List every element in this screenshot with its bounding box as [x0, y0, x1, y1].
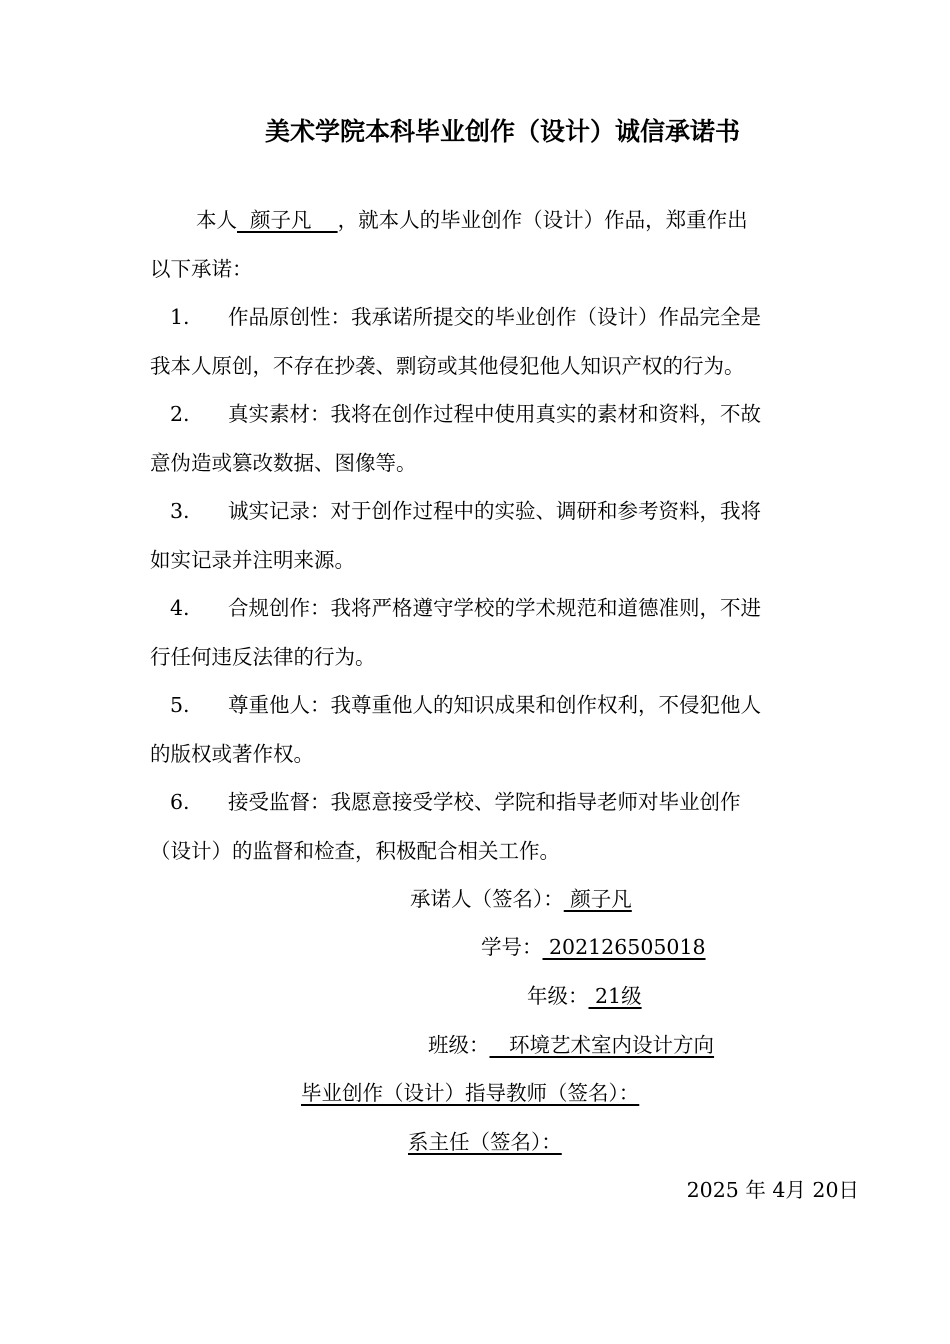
class-value: 环境艺术室内设计方向 [489, 1033, 715, 1057]
item-number: 4. [170, 596, 190, 620]
commitment-item-5 [170, 690, 761, 720]
commitment-item-3-cont: 如实记录并注明来源。 [150, 548, 355, 572]
commitment-item-3 [170, 496, 761, 526]
department-head-label: 系主任（签名）： [408, 1130, 562, 1154]
promisor-signature-line [410, 884, 632, 914]
page-title: 美术学院本科毕业创作（设计）诚信承诺书 [264, 117, 740, 146]
department-head-signature-line [408, 1127, 562, 1157]
commitment-item-4 [170, 593, 761, 623]
item-number: 1. [170, 305, 190, 329]
intro-line-2: 以下承诺： [150, 257, 253, 281]
grade-label: 年级： [527, 984, 589, 1008]
item-number: 6. [170, 790, 190, 814]
commitment-item-5-cont: 的版权或著作权。 [150, 742, 314, 766]
signing-date: 2025 年 4月 20日 [686, 1178, 859, 1202]
item-text: 接受监督：我愿意接受学校、学院和指导老师对毕业创作 [228, 790, 741, 814]
commitment-item-6 [170, 787, 741, 817]
student-id-line [481, 932, 706, 962]
item-number: 2. [170, 402, 190, 426]
intro-name: 颜子凡 [237, 208, 338, 232]
item-text: 真实素材：我将在创作过程中使用真实的素材和资料，不故 [228, 402, 761, 426]
item-text: 尊重他人：我尊重他人的知识成果和创作权利，不侵犯他人 [228, 693, 761, 717]
student-id-label: 学号： [481, 935, 543, 959]
intro-suffix: ，就本人的毕业创作（设计）作品，郑重作出 [337, 208, 748, 232]
intro-prefix: 本人 [196, 208, 237, 232]
promisor-name: 颜子凡 [563, 887, 632, 911]
commitment-item-6-cont: （设计）的监督和检查，积极配合相关工作。 [150, 839, 560, 863]
grade-value: 21级 [588, 984, 642, 1008]
class-line [428, 1030, 714, 1060]
advisor-signature-line [301, 1078, 639, 1108]
grade-line [527, 981, 642, 1011]
commitment-item-4-cont: 行任何违反法律的行为。 [150, 645, 376, 669]
promisor-label: 承诺人（签名）： [410, 887, 564, 911]
commitment-item-2 [170, 399, 761, 429]
commitment-item-1-cont: 我本人原创，不存在抄袭、剽窃或其他侵犯他人知识产权的行为。 [150, 354, 745, 378]
item-text: 诚实记录：对于创作过程中的实验、调研和参考资料，我将 [228, 499, 761, 523]
item-text: 合规创作：我将严格遵守学校的学术规范和道德准则，不进 [228, 596, 761, 620]
student-id-value: 202126505018 [542, 935, 706, 959]
advisor-label: 毕业创作（设计）指导教师（签名）： [301, 1081, 640, 1105]
item-number: 3. [170, 499, 190, 523]
class-label: 班级： [428, 1033, 490, 1057]
item-number: 5. [170, 693, 190, 717]
intro-line-1 [196, 205, 748, 235]
commitment-item-1 [170, 302, 761, 332]
item-text: 作品原创性：我承诺所提交的毕业创作（设计）作品完全是 [228, 305, 761, 329]
commitment-item-2-cont: 意伪造或篡改数据、图像等。 [150, 451, 417, 475]
